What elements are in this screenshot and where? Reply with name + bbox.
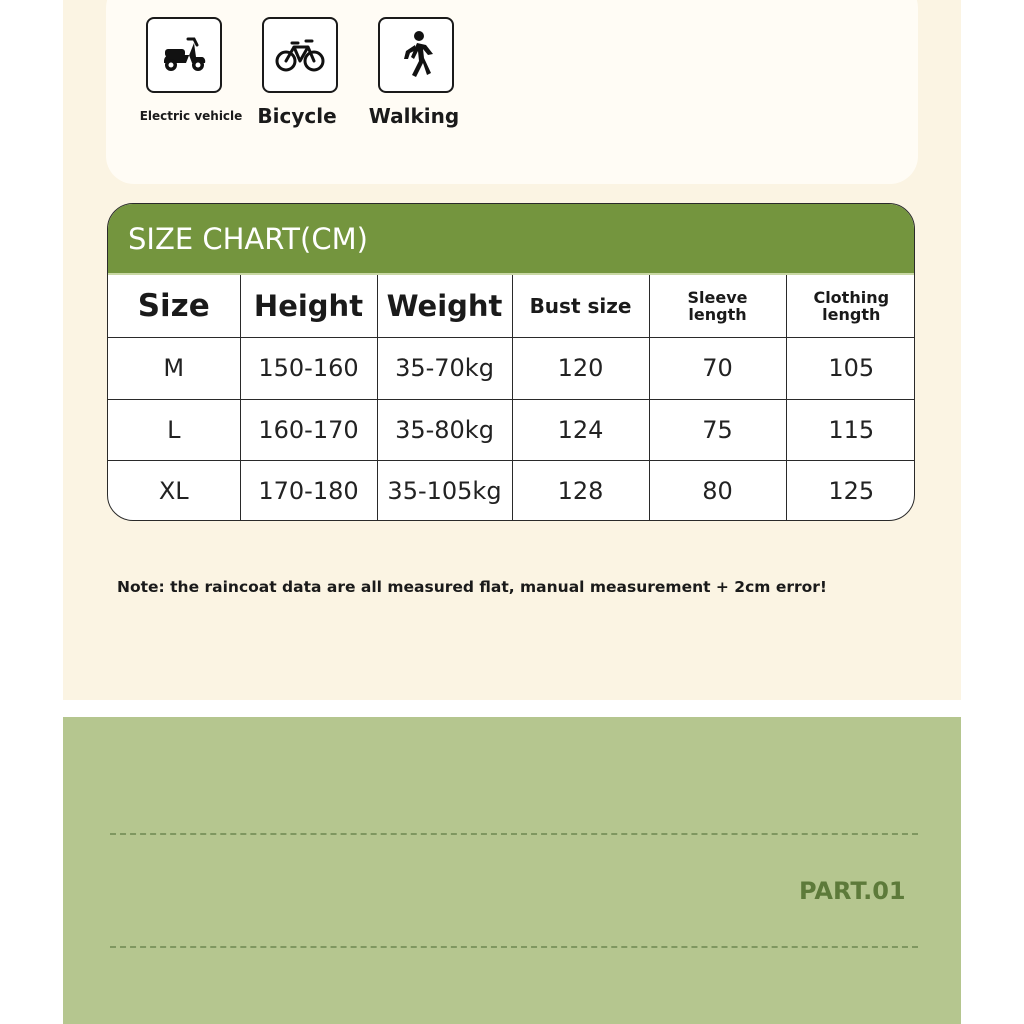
- weight-cell: 35-105kg: [377, 460, 512, 521]
- size-cell: M: [108, 337, 240, 399]
- weight-cell: 35-70kg: [377, 337, 512, 399]
- table-row: [108, 460, 915, 521]
- electric-scooter-icon: [146, 17, 222, 93]
- table-row: [108, 399, 915, 460]
- sleeve-length-cell: 80: [649, 460, 786, 521]
- table-row: [108, 337, 915, 399]
- size-chart: [107, 203, 915, 521]
- height-cell: 150-160: [240, 337, 377, 399]
- usage-label-walking: Walking: [368, 104, 460, 128]
- size-chart-header: [108, 204, 914, 275]
- sleeve-length-cell: 70: [649, 337, 786, 399]
- column-header-sleeve-length: Sleeve length: [649, 275, 786, 337]
- usage-label-bicycle: Bicycle: [257, 104, 337, 128]
- column-header-height: Height: [240, 275, 377, 337]
- table-header-row: [108, 275, 915, 337]
- column-header-weight: Weight: [377, 275, 512, 337]
- usage-label-electric-vehicle: Electric vehicle: [139, 109, 243, 123]
- column-header-size: Size: [108, 275, 240, 337]
- column-header-clothing-length: Clothing length: [786, 275, 915, 337]
- height-cell: 170-180: [240, 460, 377, 521]
- bicycle-icon: [262, 17, 338, 93]
- dashed-divider-bottom: [110, 946, 918, 948]
- bust-size-cell: 124: [512, 399, 649, 460]
- green-section: [63, 717, 961, 1024]
- size-chart-title: SIZE CHART(CM): [128, 222, 368, 256]
- bust-size-cell: 120: [512, 337, 649, 399]
- usage-card: [106, 0, 918, 184]
- size-cell: L: [108, 399, 240, 460]
- height-cell: 160-170: [240, 399, 377, 460]
- measurement-note: Note: the raincoat data are all measured flat, manual measurement + 2cm error!: [117, 578, 827, 596]
- walking-person-icon: [378, 17, 454, 93]
- part-label: PART.01: [799, 877, 906, 905]
- size-cell: XL: [108, 460, 240, 521]
- column-header-bust-size: Bust size: [512, 275, 649, 337]
- sleeve-length-cell: 75: [649, 399, 786, 460]
- size-table: [108, 275, 915, 521]
- weight-cell: 35-80kg: [377, 399, 512, 460]
- bust-size-cell: 128: [512, 460, 649, 521]
- clothing-length-cell: 125: [786, 460, 915, 521]
- clothing-length-cell: 105: [786, 337, 915, 399]
- dashed-divider-top: [110, 833, 918, 835]
- clothing-length-cell: 115: [786, 399, 915, 460]
